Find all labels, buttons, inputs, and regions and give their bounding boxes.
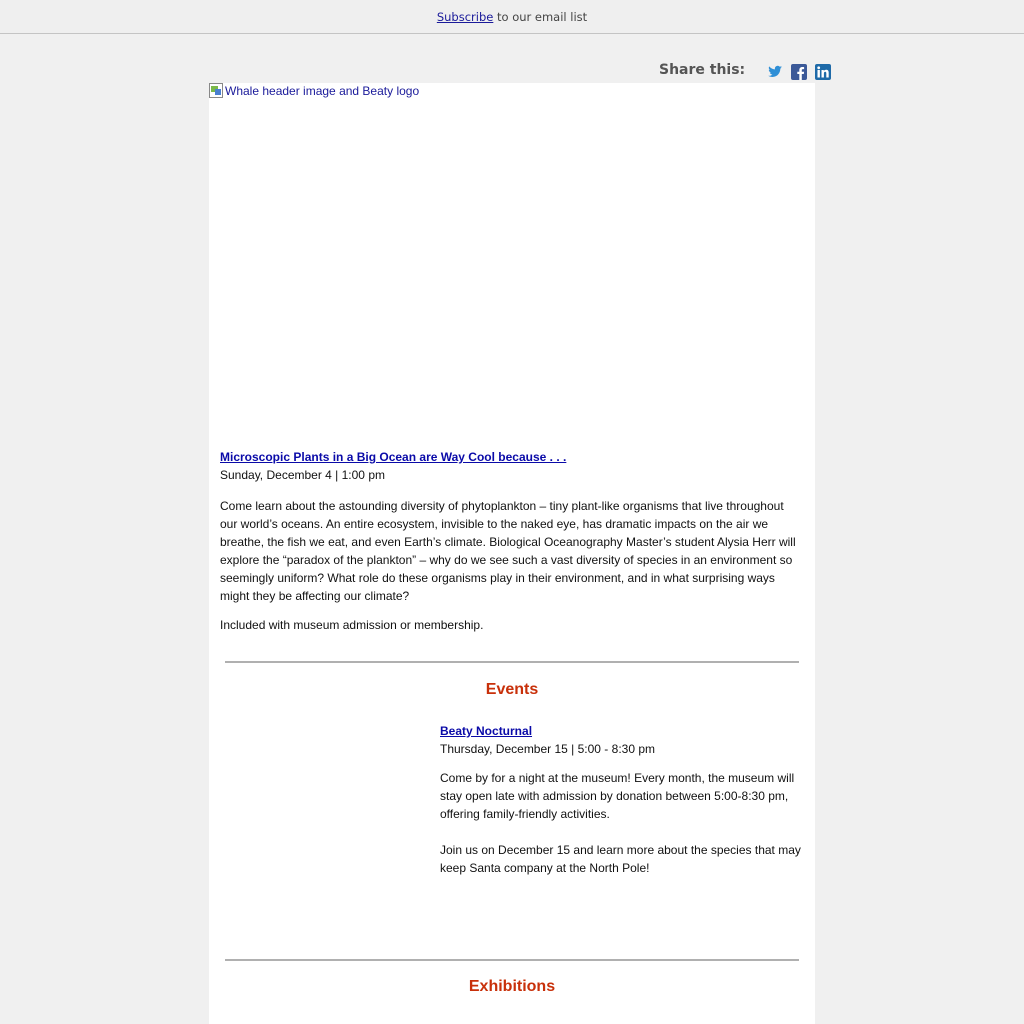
facebook-icon[interactable] [791, 64, 807, 80]
article-date: Sunday, December 4 | 1:00 pm [220, 468, 385, 482]
header-image-alt [209, 83, 419, 98]
header-image-alt-text: Whale header image and Beaty logo [225, 83, 420, 98]
subscribe-link[interactable]: Subscribe [436, 10, 494, 24]
event-date: Thursday, December 15 | 5:00 - 8:30 pm [440, 742, 655, 756]
event-paragraph: Join us on December 15 and learn more about the species that may keep Santa company at the North Pole! [440, 843, 801, 875]
event-description [440, 769, 802, 877]
event-title-link[interactable]: Beaty Nocturnal [440, 724, 533, 738]
divider [225, 661, 799, 663]
exhibitions-heading: Exhibitions [468, 978, 556, 995]
article-title-link[interactable]: Microscopic Plants in a Big Ocean are Way Cool because . . . [220, 450, 567, 464]
header-image[interactable] [209, 83, 815, 438]
broken-image-icon [209, 83, 223, 98]
divider [225, 959, 799, 961]
newsletter-card [209, 83, 815, 1024]
event-paragraph: Come by for a night at the museum! Every month, the museum will stay open late with admission by donation between 5:00-8:30 pm, offering family-friendly activities. [440, 771, 795, 821]
subscribe-bar [0, 0, 1024, 34]
events-heading: Events [485, 681, 539, 698]
linkedin-icon[interactable] [815, 64, 831, 80]
article-admission-note: Included with museum admission or membership. [220, 618, 484, 632]
share-label: Share this: [659, 62, 746, 78]
subscribe-text: to our email list [493, 10, 588, 24]
article-body: Come learn about the astounding diversity of phytoplankton – tiny plant-like organisms that live throughout our world’s oceans. An entire ecosystem, invisible to the naked eye, has dramatic impacts on the air we breathe, the fish we eat, and even Earth’s climate. Biological Oceanography Master’s student Alysia Herr will explore the “paradox of the plankton” – why do we see such a vast diversity of species in an environment so seemingly uniform? What role do these organisms play in their environment, and in what surprising ways might they be affecting our climate? [220, 499, 796, 603]
share-bar [659, 60, 831, 84]
twitter-icon[interactable] [767, 64, 783, 80]
